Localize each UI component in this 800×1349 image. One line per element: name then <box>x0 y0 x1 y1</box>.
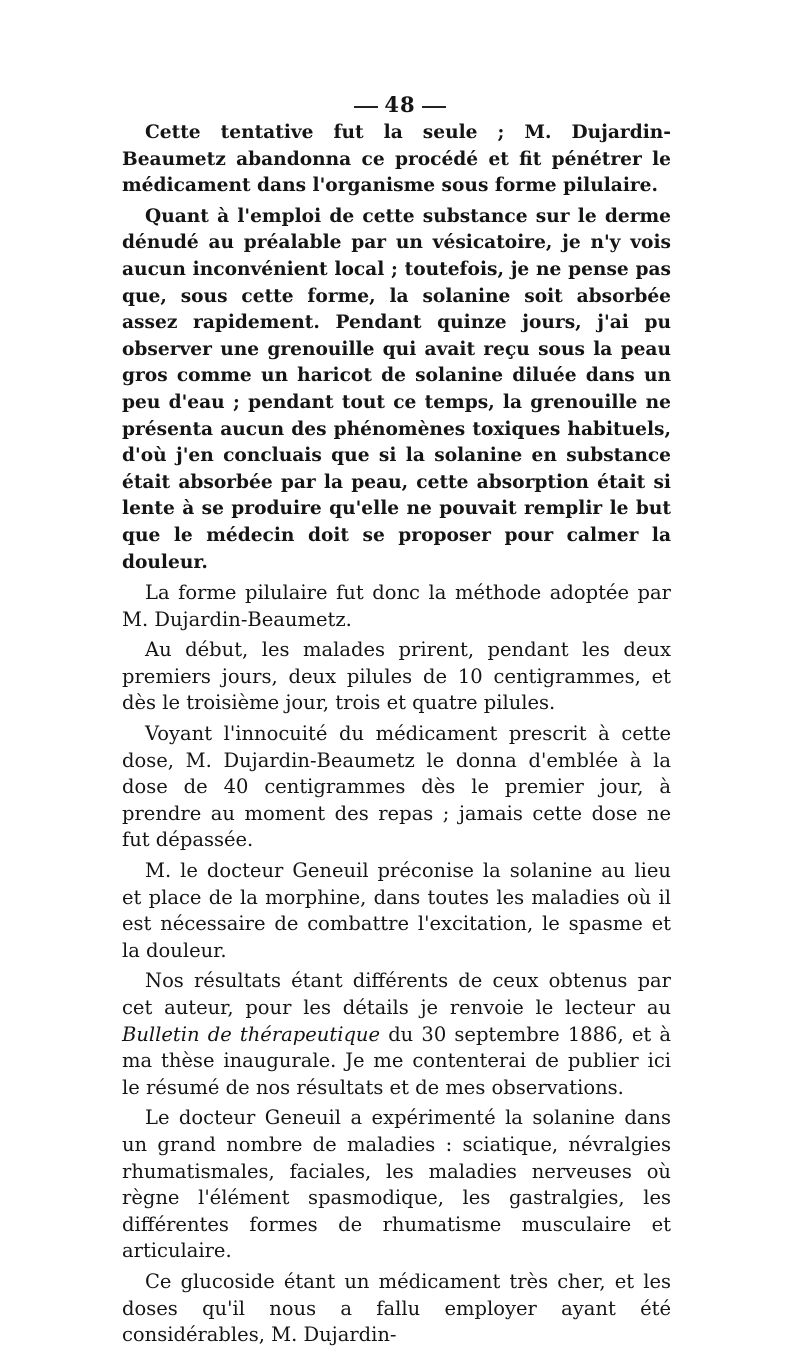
page-number: 48 <box>384 92 416 117</box>
page-number-header <box>0 92 800 117</box>
paragraph-3: La forme pilulaire fut donc la méthode adoptée par M. Dujardin-Beaumetz. <box>122 581 671 631</box>
paragraph-7-text-before: Nos résultats étant différents de ceux obtenus par cet auteur, pour les détails je renvoie le lecteur au <box>122 969 671 1019</box>
paragraph-7 <box>122 968 671 1101</box>
paragraph-4: Au début, les malades prirent, pendant les deux premiers jours, deux pilules de 10 centigrammes, et dès le troisième jour, trois et quatre pilules. <box>122 638 671 715</box>
paragraph-5: Voyant l'innocuité du médicament prescrit à cette dose, M. Dujardin-Beaumetz le donna d'emblée à la dose de 40 centigrammes dès le premier jour, à prendre au moment des repas ; jamais cette dose ne fut dépassée. <box>122 722 671 852</box>
paragraph-7-text-after: du 30 septembre 1886, et à ma thèse inaugurale. Je me contenterai de publier ici le résumé de nos résultats et de mes observations. <box>122 1022 671 1099</box>
paragraph-8: Le docteur Geneuil a expérimenté la solanine dans un grand nombre de maladies : sciatique, névralgies rhumatismales, faciales, les maladies nerveuses où règne l'élément spasmodique, les gastralgies, les différentes formes de rhumatisme musculaire et articulaire. <box>122 1106 671 1263</box>
journal-title: Bulletin de thérapeutique <box>122 1022 381 1046</box>
paragraph-2: Quant à l'emploi de cette substance sur le derme dénudé au préalable par un vésicatoire, je n'y vois aucun inconvénient local ; toutefois, je ne pense pas que, sous cette forme, la solanine soit absorbée assez rapidement. Pendant quinze jours, j'ai pu observer une grenouille qui avait reçu sous la peau gros comme un haricot de solanine diluée dans un peu d'eau ; pendant tout ce temps, la grenouille ne présenta aucun des phénomènes toxiques habituels, d'où j'en concluais que si la solanine en substance était absorbée par la peau, cette absorption était si lente à se produire qu'elle ne pouvait remplir le but que le médecin doit se proposer pour calmer la douleur. <box>122 205 671 573</box>
paragraph-1: Cette tentative fut la seule ; M. Dujardin-Beaumetz abandonna ce procédé et fit pénétrer le médicament dans l'organisme sous forme pilulaire. <box>122 122 671 197</box>
right-dash-ornament <box>422 106 446 108</box>
paragraph-6: M. le docteur Geneuil préconise la solanine au lieu et place de la morphine, dans toutes les maladies où il est nécessaire de combattre l'excitation, le spasme et la douleur. <box>122 859 671 962</box>
body-text <box>122 120 671 1349</box>
paragraph-9: Ce glucoside étant un médicament très cher, et les doses qu'il nous a fallu employer ayant été considérables, M. Dujardin- <box>122 1269 671 1347</box>
left-dash-ornament <box>354 106 378 108</box>
